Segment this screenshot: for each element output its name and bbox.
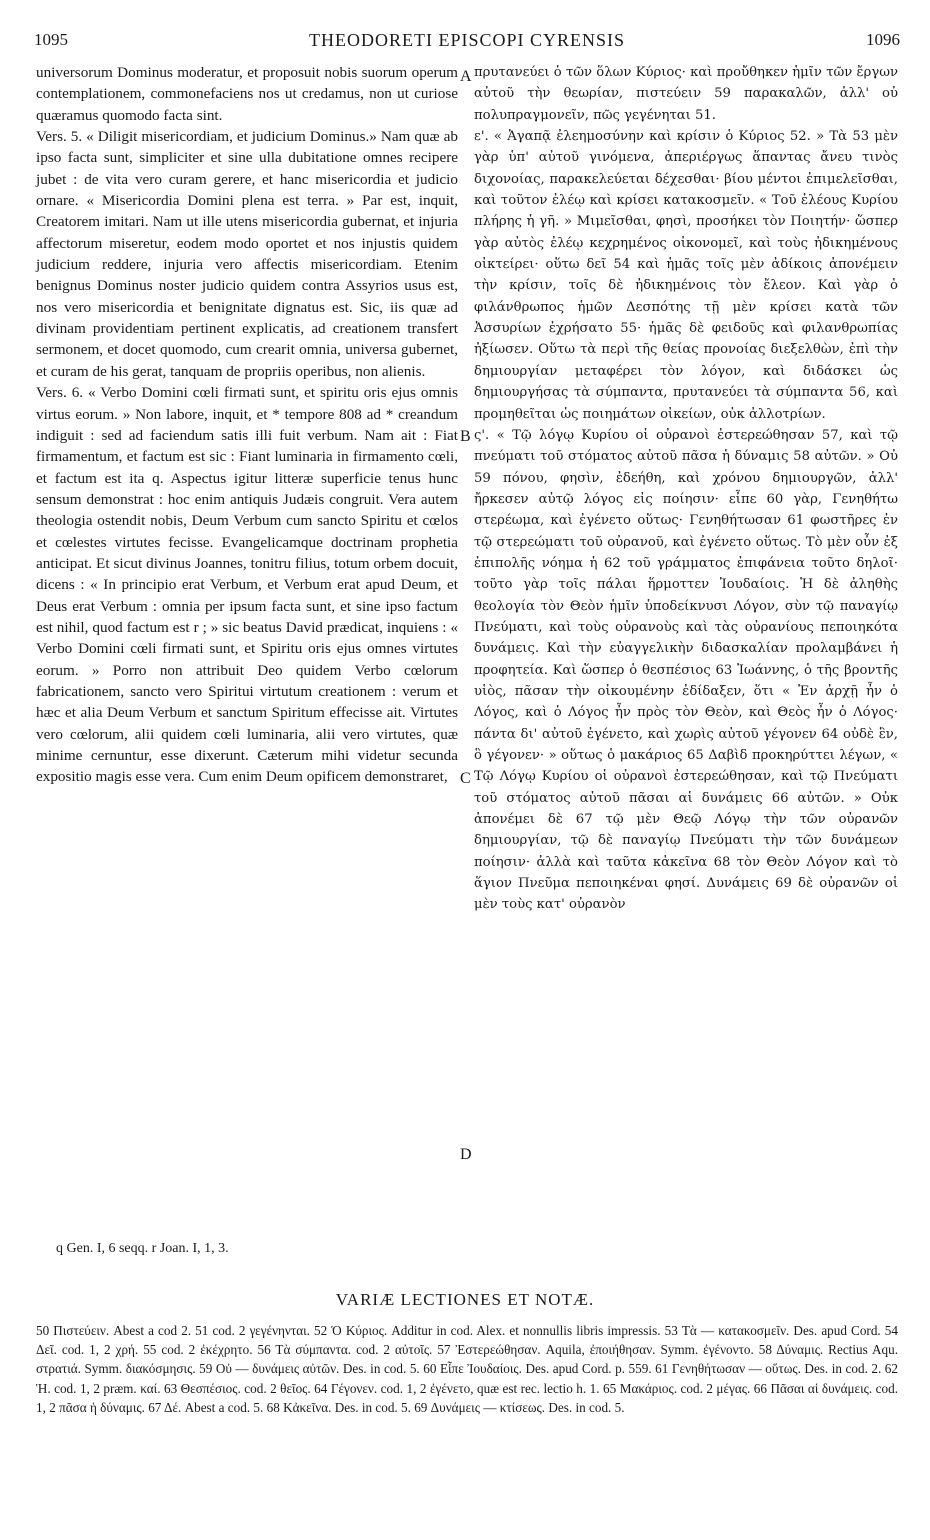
greek-column [474,62,898,916]
latin-paragraph: Vers. 6. « Verbo Domini cœli firmati sunt, et spiritu oris ejus omnis virtus eorum. » Non labore, inquit, et * tempore 808 ad * creandum indiguit : sed ad faciendum satis illi fuit verbum. Nam ait : Fiat firmamentum, et factum est sic : Fiant luminaria in firmamento cœli, et factum est ita q. Aspectus igitur litteræ superficie tenus hunc sensum demonstrat : hoc enim antiquis Judæis congruit. Vera autem theologia ostendit nobis, Deum Verbum cum sancto Spiritu et cœlos et cœlestes virtutes fecisse. Evangelicamque doctrinam prophetia anticipat. Et sicut divinus Joannes, tonitru filius, totum orbem docuit, dicens : « In principio erat Verbum, et Verbum erat apud Deum, et Deus erat Verbum : omnia per ipsum facta sunt, et sine ipso factum est nihil, quod factum est r ; » sic beatus David prædicat, inquiens : « Verbo Domini cœli firmati sunt, et Spiritu oris ejus omnes virtutes eorum. » Porro non attribuit Deo quidem Verbo cœlorum fabricationem, sancto vero Spiritui virtutum creationem : verum et hæc et alia Deum Verbum et sanctum Spiritum effecisse ait. Virtutes vero cœlorum, alii quidem cœli luminaria, alii vero virtutes, quæ minime cernuntur, esse dixerunt. Cæterum mihi videtur secunda expositio magis esse vera. Cum enim Deum opificem demonstraret, [36,384,458,786]
greek-paragraph: πρυτανεύει ὁ τῶν ὅλων Κύριος· καὶ προὔθηκεν ἡμῖν τῶν ἔργων αὐτοῦ τὴν θεωρίαν, πιστεύειν 59 παρακαλῶν, ἀλλ' οὐ πολυπραγμονεῖν, πῶς γεγένηται 51. [474,65,898,123]
greek-paragraph: ς'. « Τῷ λόγῳ Κυρίου οἱ οὐρανοὶ ἐστερεώθησαν 57, καὶ τῷ πνεύματι τοῦ στόματος αὐτοῦ πᾶσα ἡ δύναμις 58 αὐτῶν. » Οὐ 59 πόνου, φησὶν, ἐδεήθη, καὶ χρόνου δημιουργῶν, ἀλλ' ἤρκεσεν αὐτῷ λόγος εἰς ποίησιν· εἶπε 60 γὰρ, Γενηθήτω στερέωμα, καὶ ἐγένετο οὕτως· Γενηθήτωσαν 61 φωστῆρες ἐν τῷ στερεώματι τοῦ οὐρανοῦ, καὶ ἐγένετο οὕτως. Τὸ μὲν οὖν ἐξ ἐπιπολῆς νόημα ἡ 62 τοῦ γράμματος ἐπιφάνεια τοῦτο δηλοῖ· τοῦτο γὰρ τοῖς πάλαι ἥρμοττεν Ἰουδαίοις. Ἡ δὲ ἀληθὴς θεολογία τὸν Θεὸν ἡμῖν ὑποδείκνυσι Λόγον, σὺν τῷ παναγίῳ Πνεύματι, καὶ τοὺς οὐρανοὺς καὶ τὰς οὐρανίους πεποιηκότα δυνάμεις. Καὶ τὴν εὐαγγελικὴν διδασκαλίαν προλαμβάνει ἡ προφητεία. Καὶ ὥσπερ ὁ θεσπέσιος 63 Ἰωάννης, ὁ τῆς βροντῆς υἱὸς, πᾶσαν τὴν οἰκουμένην ἐδίδαξεν, ὅτι « Ἐν ἀρχῇ ἦν ὁ Λόγος, καὶ ὁ Λόγος ἦν πρὸς τὸν Θεὸν, καὶ Θεὸς ἦν ὁ Λόγος· πάντα δι' αὐτοῦ ἐγένετο, καὶ χωρὶς αὐτοῦ γέγονεν 64 οὐδὲ ἓν, ὃ γέγονεν· » οὕτως ὁ μακάριος 65 Δαβὶδ προκηρύττει λέγων, « Τῷ Λόγῳ Κυρίου οἱ οὐρανοὶ ἐστερεώθησαν, καὶ τῷ Πνεύματι τοῦ στόματος αὐτοῦ πᾶσαι αἱ δυνάμεις 66 αὐτῶν. » Οὐκ ἀπονέμει δὲ 67 τῷ μὲν Θεῷ Λόγῳ τὴν τῶν οὐρανῶν δημιουργίαν, τῷ δὲ παναγίῳ Πνεύματι τὴν τῶν δυνάμεων ποίησιν· ἀλλὰ καὶ ταῦτα κἀκεῖνα 68 τὸν Θεὸν Λόγον καὶ τὸ ἅγιον Πνεῦμα πεποιηκέναι φησί. Δυνάμεις 69 δὲ οὐρανῶν οἱ μὲν τοὺς κατ' οὐρανὸν [474,427,898,913]
margin-letter-b: B [460,428,471,445]
running-header [34,30,900,56]
scripture-references: q Gen. I, 6 seqq. r Joan. I, 1, 3. [56,1241,229,1256]
page-number-left: 1095 [34,30,68,49]
latin-column [36,62,458,788]
notes-heading: VARIÆ LECTIONES ET NOTÆ. [335,1290,595,1309]
margin-letter-d: D [460,1146,472,1163]
page-number-right: 1096 [866,30,900,49]
latin-paragraph: Vers. 5. « Diligit misericordiam, et judicium Dominus.» Nam quæ ab ipso facta sunt, simpliciter et sine ulla dubitatione omnes recipere jubet : de vita vero curam gerere, et hanc misericordia et judicio ornare. « Misericordia Domini plena est terra. » Par est, inquit, Creatorem imitari. Nam ut ille utens misericordia gubernat, et injuria affectorum miseretur, eodem modo oportet et nos injustis quidem judicium reddere, injuria vero affectis misericordiam. Etenim benignus Dominus noster judicio quidem contra Assyrios usus est, nos vero misericordia et benignitate dignatus est. Sic, iis quæ ad divinam providentiam pertinent explicatis, ad creationem transfert sermonem, et docet quomodo, cum crearit omnia, universa gubernet, et curam de his gerat, tanquam de propriis operibus, non alienis. [36,128,458,380]
greek-paragraph: ε'. « Ἀγαπᾷ ἐλεημοσύνην καὶ κρίσιν ὁ Κύριος 52. » Τὰ 53 μὲν γὰρ ὑπ' αὐτοῦ γινόμενα, ἀπεριέργως ἅπαντας ἄνευ τινὸς διχονοίας, παρακελεύεται δέχεσθαι· βίου μέντοι ἐπιμελεῖσθαι, καὶ τοῦτον ἐλέῳ καὶ κρίσει κατακοσμεῖν. « Τοῦ ἐλέους Κυρίου πλήρης ἡ γῆ. » Μιμεῖσθαι, φησὶ, προσήκει τὸν Ποιητήν· ὥσπερ γὰρ αὐτὸς ἐλέῳ κεχρημένος οἰκονομεῖ, καὶ τοὺς ἠδικημένους οἰκτείρει· οὕτω δεῖ 54 καὶ ἡμᾶς τοῖς μὲν ἀδίκοις ἀπονέμειν τὴν κρίσιν, τοῖς δὲ ἠδικημένοις τὸν ἔλεον. Καὶ γὰρ ὁ φιλάνθρωπος ἡμῶν Δεσπότης τῇ μὲν κρίσει κατὰ τῶν Ἀσσυρίων ἐχρήσατο 55· ἡμᾶς δὲ φειδοῦς καὶ φιλανθρωπίας ἠξίωσεν. Οὕτω τὰ περὶ τῆς θείας προνοίας διεξελθὼν, ἐπὶ τὴν δημιουργίαν μεταφέρει τὸν λόγον, καὶ διδάσκει ὡς δημιουργήσας τὰ σύμπαντα, πρυτανεύει τὰ σύμπαντα 56, καὶ προμηθεῖται ὡς ποιημάτων οἰκείων, οὐκ ἀλλοτρίων. [474,129,898,422]
margin-letter-a: A [460,68,472,85]
variant-readings: 50 Πιστεύειν. Abest a cod 2. 51 cod. 2 γεγένηνται. 52 Ὁ Κύριος. Additur in cod. Alex. et nonnullis libris impressis. 53 Τὰ — κατακοσμεῖν. Des. apud Cord. 54 Δεῖ. cod. 1, 2 χρή. 55 cod. 2 ἐκέχρητο. 56 Τὰ σύμπαντα. cod. 2 αὐτοῖς. 57 Ἐστερεώθησαν. Aquila, ἐποιήθησαν. Symm. ἐγένοντο. 58 Δύναμις. Rectius Aqu. στρατιά. Symm. διακόσμησις. 59 Οὐ — δυνάμεις αὐτῶν. Des. in cod. 5. 60 Εἶπε Ἰουδαίοις. Des. apud Cord. p. 559. 61 Γενηθήτωσαν — οὕτως. Des. in cod. 2. 62 Ἡ. cod. 1, 2 præm. καί. 63 Θεσπέσιος. cod. 2 θεῖος. 64 Γέγονεν. cod. 1, 2 ἐγένετο, quæ est rec. lectio h. 1. 65 Μακάριος. cod. 2 μέγας. 66 Πᾶσαι αἱ δυνάμεις. cod. 1, 2 πᾶσα ἡ δύναμις. 67 Δέ. Abest a cod. 5. 68 Κἀκεῖνα. Des. in cod. 5. 69 Δυνάμεις — κτίσεως. Des. in cod. 5. [36,1323,898,1415]
latin-paragraph: universorum Dominus moderatur, et proposuit nobis suorum operum contemplationem, commonefaciens nos ut credamus, non ut curiose quæramus quomodo facta sint. [36,64,458,124]
page-title: THEODORETI EPISCOPI CYRENSIS [308,30,626,50]
margin-letter-c: C [460,770,471,787]
